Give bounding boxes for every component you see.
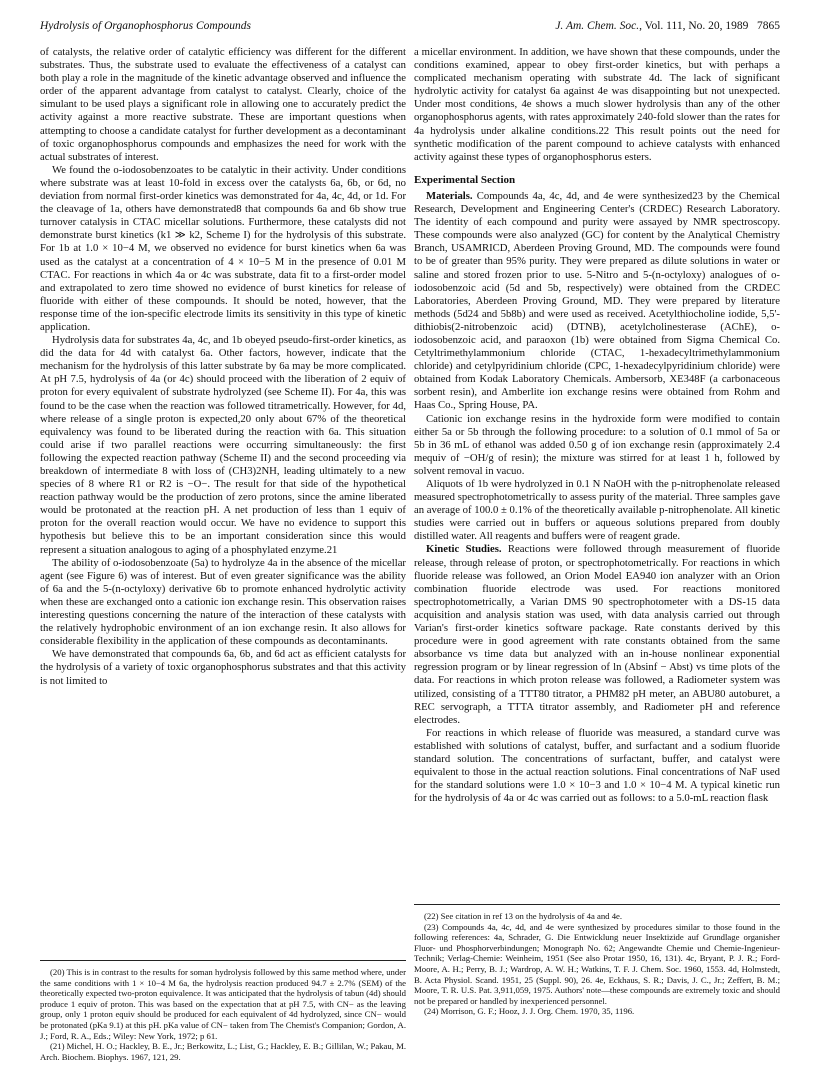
run-in-heading: Materials. <box>426 189 473 202</box>
paragraph: We found the o-iodosobenzoates to be catalytic in their activity. Under conditions where substrate was at least 10-fold in excess over the catalysts 6a, 6b, or 6d, no deviation from normal first-order kinetics was demonstrated for 4a, 4c, 4d, or 1d. For the cleavage of 1a, others have demonstrated8 that compounds 6a and 6b show true turnover catalysis in CTAC micellar solutions. Furthermore, these catalysts did not demonstrate burst kinetics (k1 ≫ k2, Scheme I) for the hydrolysis of this substrate. For 1b at 1.0 × 10−4 M, we observed no evidence for burst kinetics when 6a was used as the catalyst at a concentration of 4 × 10−5 M in the presence of 0.01 M CTAC. For reactions in which 4a or 4c was substrate, data fit to a first-order model and extrapolated to zero time showed no evidence of burst kinetics for release of fluoride with either of these compounds. It should be noted, however, that the response time of the ion-specific electrode limits its sensitivity in this type of kinetic application. <box>40 163 406 333</box>
right-column <box>414 46 780 805</box>
paragraph: Aliquots of 1b were hydrolyzed in 0.1 N NaOH with the p-nitrophenolate released measured spectrophotometrically to assess purity of the material. Three samples gave an average of 100.0 ± 0.1% of the theoretically available p-nitrophenolate. All kinetic studies were carried out in buffers or aqueous solutions prepared from doubly distilled water. All reagents and buffers were of reagent grade. <box>414 478 780 543</box>
footnotes-left <box>40 960 406 1062</box>
running-header <box>40 20 780 36</box>
footnote: (23) Compounds 4a, 4c, 4d, and 4e were synthesized by procedures similar to those found in the following references: 4a, Schrader, G. Die Entwicklung neuer Insektizide auf Grundlage organisher Fluor- und Phosphorverbindungen; Monograph No. 62; Angewandte Chemie und Chemie-Ingenieur-Technik; Verlag-Chemie: Weinheim, 1951 (See also Protar 1950, 16, 131). 4c, Bryant, P. J. R.; Ford-Moore, A. H.; Perry, B. J.; Wardrop, A. W. H.; Watkins, T. F. J. Chem. Soc. 1960, 1553. 4d, Holmstedt, B. Acta Physiol. Scand. 1951, 25 (Suppl. 90), 26. 4e, Eckhaus, S. R.; Davis, J. C., Jr.; Zeffert, B. M.; Moore, T. R. U.S. Pat. 3,911,059, 1975. Authors' note—these compounds are extremely toxic and should not be prepared or handled by inexperienced personnel. <box>414 921 780 1006</box>
footnote: (22) See citation in ref 13 on the hydrolysis of 4a and 4e. <box>424 911 623 921</box>
run-in-heading: Kinetic Studies. <box>426 543 502 556</box>
paragraph <box>414 543 780 726</box>
journal-citation <box>555 20 780 32</box>
paragraph: Cationic ion exchange resins in the hydroxide form were modified to contain either 5a or 5b through the following procedure: to a solution of 0.1 mmol of 5a or 5b in 36 mL of ethanol was added 0.50 g of ion exchange resin (approximately 2.4 mequiv of −OH/g of resin); the mixture was stirred for at least 1 h, followed by solvent removal in vacuo. <box>414 412 780 477</box>
paragraph <box>414 190 780 413</box>
journal-name: J. Am. Chem. Soc. <box>555 20 640 32</box>
footnote: (24) Morrison, G. F.; Hooz, J. J. Org. Chem. 1970, 35, 1196. <box>424 1006 635 1017</box>
paragraph: of catalysts, the relative order of catalytic efficiency was different for the different substrates. Thus, the substrate used to evaluate the effectiveness of a catalyst can both play a role in the magnitude of the kinetic advantage observed and influence the order of the apparent advantage from catalyst to catalyst. Clearly, choice of the simulant to be used plays a significant role in allowing one to accurately predict the activity against a more reactive substrate. These are important questions when attempting to choose a candidate catalyst for further development as a decontaminant of toxic organophosphorus compounds and emphasizes the need for work with the actual substrates of interest. <box>40 46 406 163</box>
footnote: (21) Michel, H. O.; Hackley, B. E., Jr.; Berkowitz, L.; List, G.; Hackley, E. B.; Gillilan, W.; Pakau, M. Arch. Biochem. Biophys. 1967, 121, 29. <box>40 1041 406 1062</box>
footnote: (20) This is in contrast to the results for soman hydrolysis followed by this same method where, under the same conditions with 1 × 10−4 M 6a, the hydrolysis reaction produced 94.7 ± 2.7% (SEM) of the theoretically expected two-proton equivalence. It was anticipated that the hydrolysis of tabun (4d) should produce 1 equiv of proton. This was based on the expectation that at pH 7.5, with CN− as the leaving group, only 1 proton equiv should be produced for each equivalent of 4d hydrolyzed, since CN− would be protonated (pKa 9.1) at this pH. pKa value of CN− taken from The Chemist's Companion; Gordon, A. J.; Ford, R. A., Eds.; Wiley: New York, 1972; p 61. <box>40 967 406 1041</box>
paragraph: a micellar environment. In addition, we have shown that these compounds, under the conditions examined, appear to obey first-order kinetics, but with perhaps a complicated mechanism operating with substrate 4d. The lack of significant hydrolytic activity for catalyst 6a against 4e was disappointing but not unexpected. Under most conditions, 4e shows a much slower hydrolysis than any of the other organophosphorus agents, with rates approximately 240-fold slower than the rates for 4a hydrolysis under alkaline conditions.22 This result points out the need for synthetic modification of the parent compound to achieve catalysts with enhanced activity against these types of organophosphorus esters. <box>414 46 780 163</box>
paragraph-text: Compounds 4a, 4c, 4d, and 4e were synthesized23 by the Chemical Research, Development and Engineering Center's (CRDEC) Research Laboratory. The identity of each compound and purity were assayed by NMR spectroscopy. These compounds were also analyzed (GC) for content by the Analytical Chemistry Branch, USAMRICD, Aberdeen Proving Ground, MD. The compounds were found to be of greater than 95% purity. They were prepared as dilute solutions in water or saline and stored frozen prior to use. 5-Nitro and 5-(n-octyloxy) analogues of o-iodosobenzoic acid (5d and 5b, respectively) were obtained from the CRDEC Laboratories, Aberdeen Proving Ground, MD. They were prepared by literature methods (5d24 and 5b8b) and were used as received. Acetylthiocholine iodide, 5,5'-dithiobis(2-nitrobenzoic acid) (DTNB), acetylcholinesterase (AChE), o-iodosobenzoic acid, and paraoxon (1b) were obtained from Sigma Chemical Co. Cetyltrimethylammonium chloride (CTAC, 1-hexadecyltrimethylammonium chloride) and cetylpyridinium chloride (CPC, 1-hexadecylpyridinium chloride) were obtained from Kodak Laboratory Chemicals. Ambersorb, XE348F (a carbonaceous sorbent resin), and Amberlite ion exchange resins were obtained from Rohm and Haas Co., Spring House, PA. <box>414 189 780 412</box>
paragraph-text: Reactions were followed through measurement of fluoride release, through release of proton, or spectrophotometrically. For reactions in which fluoride release was followed, an Orion Model EA940 ion analyzer with an Orion combination fluoride electrode was used. For reactions monitored spectrophotometrically, a Varian DMS 90 spectrophotometer with a DS-15 data acquisition and analysis station was used, with data analysis carried out through Varian's first-order kinetics software package. Rate constants derived by this procedure were in good agreement with rate constants obtained from the same absorbance vs time data but analyzed with an in-house nonlinear exponential regression program or by linear regression of ln (Absinf − Abst) vs time plots of the data. For reactions in which proton release was followed, a Radiometer system was utilized, consisting of a TTT80 titrator, a PHM82 pH meter, an ABU80 autoburet, a REC servograph, a TTTA titrator assembly, and Radiometer pH and reference electrodes. <box>414 543 780 726</box>
page-number: 7865 <box>757 20 780 32</box>
running-title: Hydrolysis of Organophosphorus Compounds <box>40 20 251 32</box>
footnotes-right <box>414 904 780 1017</box>
paragraph: The ability of o-iodosobenzoate (5a) to hydrolyze 4a in the absence of the micellar agent (see Figure 6) was of interest. But of even greater significance was the ability of 6a and the 5-(n-octyloxy) derivative 6b to promote enhanced hydrolytic activity when these are exchanged onto a cationic ion exchange resin. This observation raises interesting questions concerning the nature of the interaction of these catalysts with the relatively hydrophobic environment of an ion exchange resin. It also allows for considerable flexibility in the application of these compounds as decontaminants. <box>40 556 406 648</box>
footnote-rule <box>414 904 780 905</box>
paragraph: We have demonstrated that compounds 6a, 6b, and 6d act as efficient catalysts for the hydrolysis of a variety of toxic organophosphorus substrates and that this activity is not limited to <box>40 648 406 687</box>
paragraph: Hydrolysis data for substrates 4a, 4c, and 1b obeyed pseudo-first-order kinetics, as did the data for 4d with catalyst 6a. Other factors, however, indicate that the mechanism for the hydrolysis of this latter substrate by 6a may be more complicated. At pH 7.5, hydrolysis of 4a (or 4c) should proceed with the liberation of 2 equiv of proton for every equivalent of substrate hydrolyzed (see Scheme II). For 4a, this was found to be the case when the reaction was followed titrametrically. However, for 4d, where release of a single proton is expected,20 only about 67% of the theoretical equivalency was found to be liberated during the reaction with 6a. This situation could arise if two parallel reactions were occurring simultaneously: the first following the expected reaction pathway (Scheme II) and the second proceeding via breakdown of intermediate 8 with loss of (CH3)2NH, leading ultimately to a new species of 8 where R1 or R2 is −O−. The result for that side of the hypothetical reaction pathway would be the production of zero protons, since the amine liberated would be protonated at the reaction pH. A net production of less than 1 equiv of proton for the overall reaction would occur. We have no evidence to support this hypothesis but believe this to be an important consideration since this would represent a situation analogous to aging of a phosphylated enzyme.21 <box>40 334 406 556</box>
left-column <box>40 46 406 688</box>
footnote-rule <box>40 960 406 961</box>
section-heading: Experimental Section <box>414 173 516 186</box>
journal-volume: , Vol. 111, No. 20, 1989 <box>639 20 749 32</box>
paragraph: For reactions in which release of fluoride was measured, a standard curve was established with solutions of catalyst, buffer, and surfactant and a sodium fluoride standard solution. The concentrations of surfactant, buffer, and catalyst were equivalent to those in the actual reaction solutions. Final concentrations of NaF used for the standard solutions were 1.0 × 10−3 and 1.0 × 10−4 M. A typical kinetic run for the hydrolysis of 4a or 4c was carried out as follows: to a 5.0-mL reaction flask <box>414 726 780 805</box>
